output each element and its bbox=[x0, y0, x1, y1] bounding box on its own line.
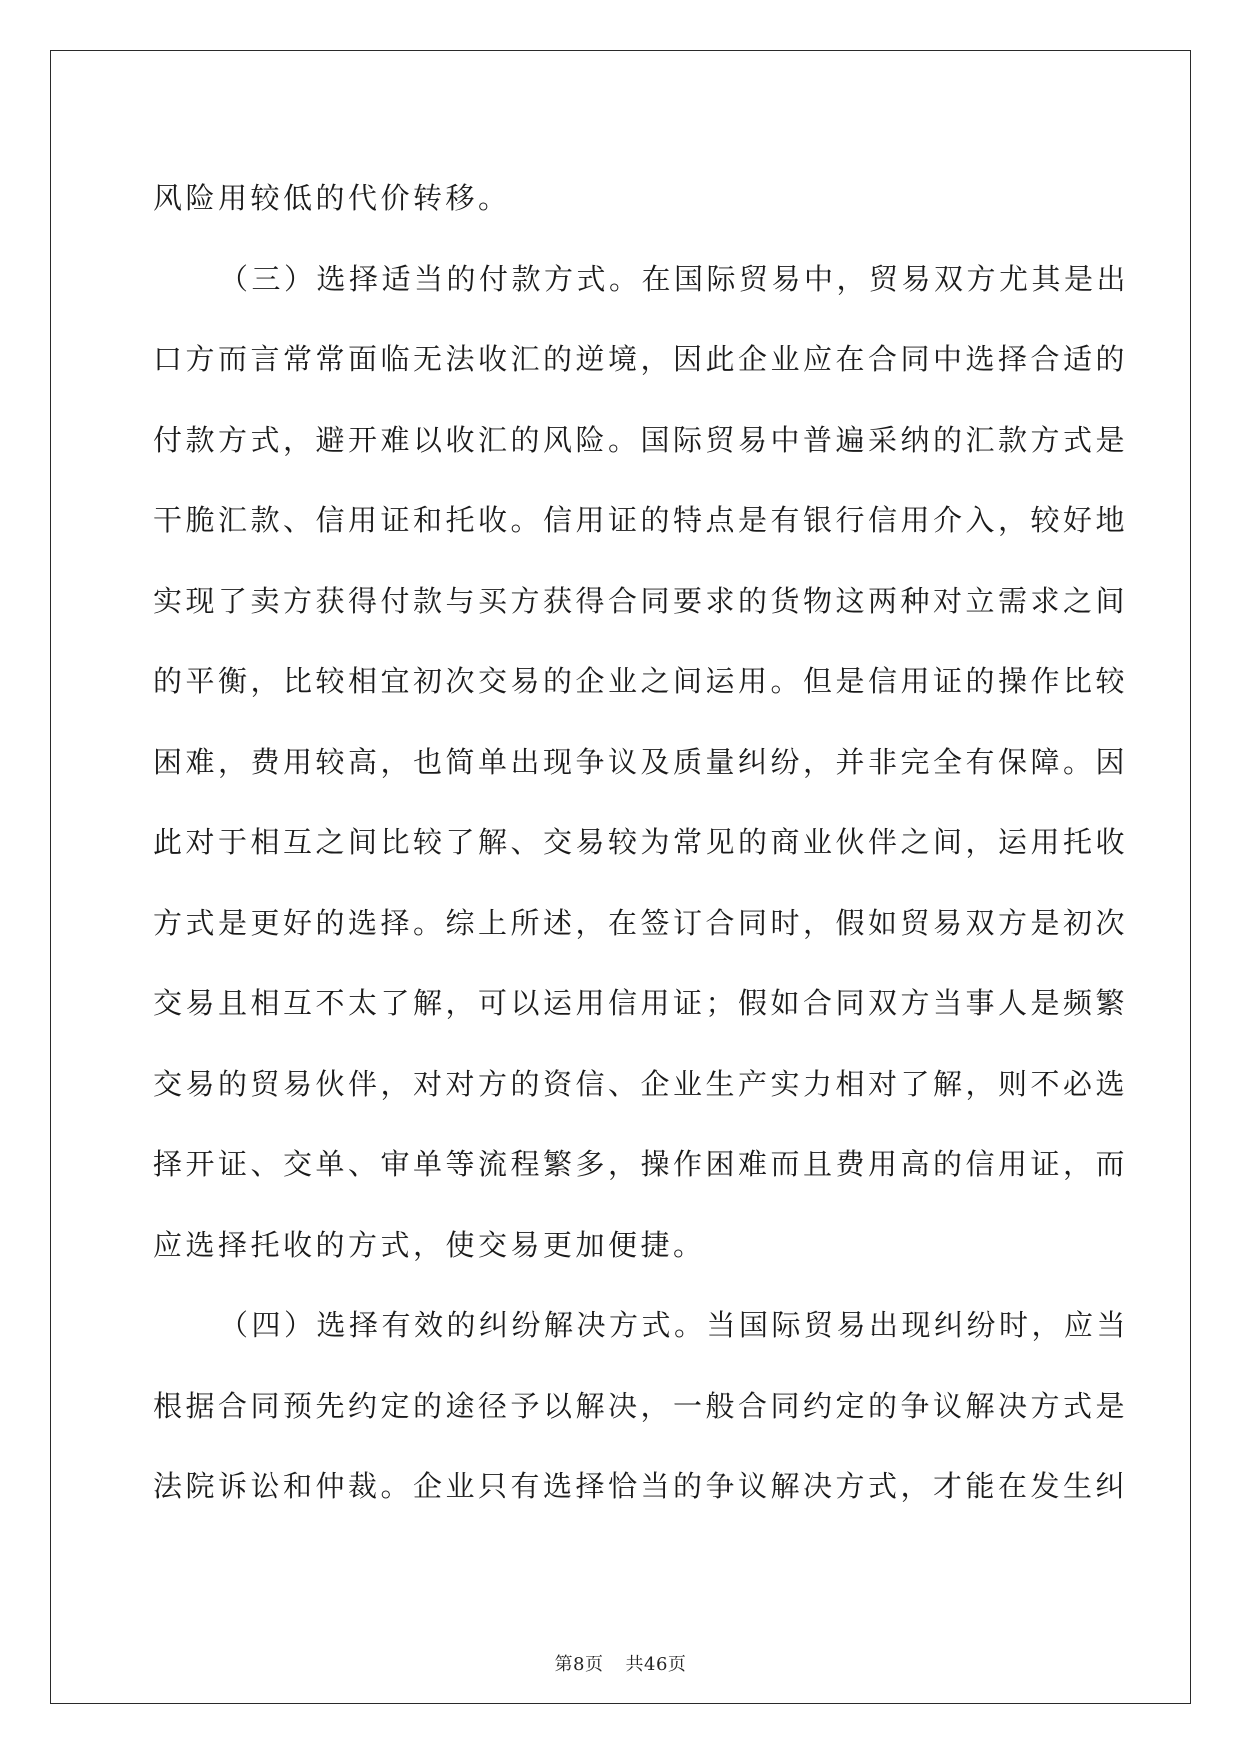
page-number: 第8页 bbox=[554, 1654, 604, 1675]
text-line-paragraph-start: （三）选择适当的付款方式。在国际贸易中，贸易双方尤其是出 bbox=[219, 261, 1130, 296]
text-line: 困难，费用较高，也简单出现争议及质量纠纷，并非完全有保障。因 bbox=[153, 744, 1129, 779]
page-total: 共46页 bbox=[625, 1654, 687, 1675]
text-line: 应选择托收的方式，使交易更加便捷。 bbox=[153, 1227, 706, 1262]
text-line: 此对于相互之间比较了解、交易较为常见的商业伙伴之间，运用托收 bbox=[153, 825, 1129, 859]
text-line: 口方而言常常面临无法收汇的逆境，因此企业应在合同中选择合适的 bbox=[153, 342, 1129, 376]
text-line: 根据合同预先约定的途径予以解决，一般合同约定的争议解决方式是 bbox=[153, 1388, 1129, 1423]
text-line: 付款方式，避开难以收汇的风险。国际贸易中普遍采纳的汇款方式是 bbox=[153, 422, 1129, 457]
text-line-paragraph-start: （四）选择有效的纠纷解决方式。当国际贸易出现纠纷时，应当 bbox=[219, 1308, 1130, 1342]
page-footer bbox=[0, 1650, 1241, 1676]
text-line: 交易且相互不太了解，可以运用信用证；假如合同双方当事人是频繁 bbox=[153, 986, 1129, 1020]
document-body bbox=[153, 158, 1130, 1527]
text-line: 风险用较低的代价转移。 bbox=[153, 181, 511, 215]
text-line: 干脆汇款、信用证和托收。信用证的特点是有银行信用介入，较好地 bbox=[153, 503, 1129, 537]
text-line: 交易的贸易伙伴，对对方的资信、企业生产实力相对了解，则不必选 bbox=[153, 1066, 1129, 1101]
text-line: 择开证、交单、审单等流程繁多，操作困难而且费用高的信用证，而 bbox=[153, 1147, 1129, 1181]
text-line: 法院诉讼和仲裁。企业只有选择恰当的争议解决方式，才能在发生纠 bbox=[153, 1469, 1129, 1503]
text-line: 实现了卖方获得付款与买方获得合同要求的货物这两种对立需求之间 bbox=[153, 583, 1129, 618]
text-line: 方式是更好的选择。综上所述，在签订合同时，假如贸易双方是初次 bbox=[153, 905, 1129, 940]
text-line: 的平衡，比较相宜初次交易的企业之间运用。但是信用证的操作比较 bbox=[153, 664, 1129, 698]
